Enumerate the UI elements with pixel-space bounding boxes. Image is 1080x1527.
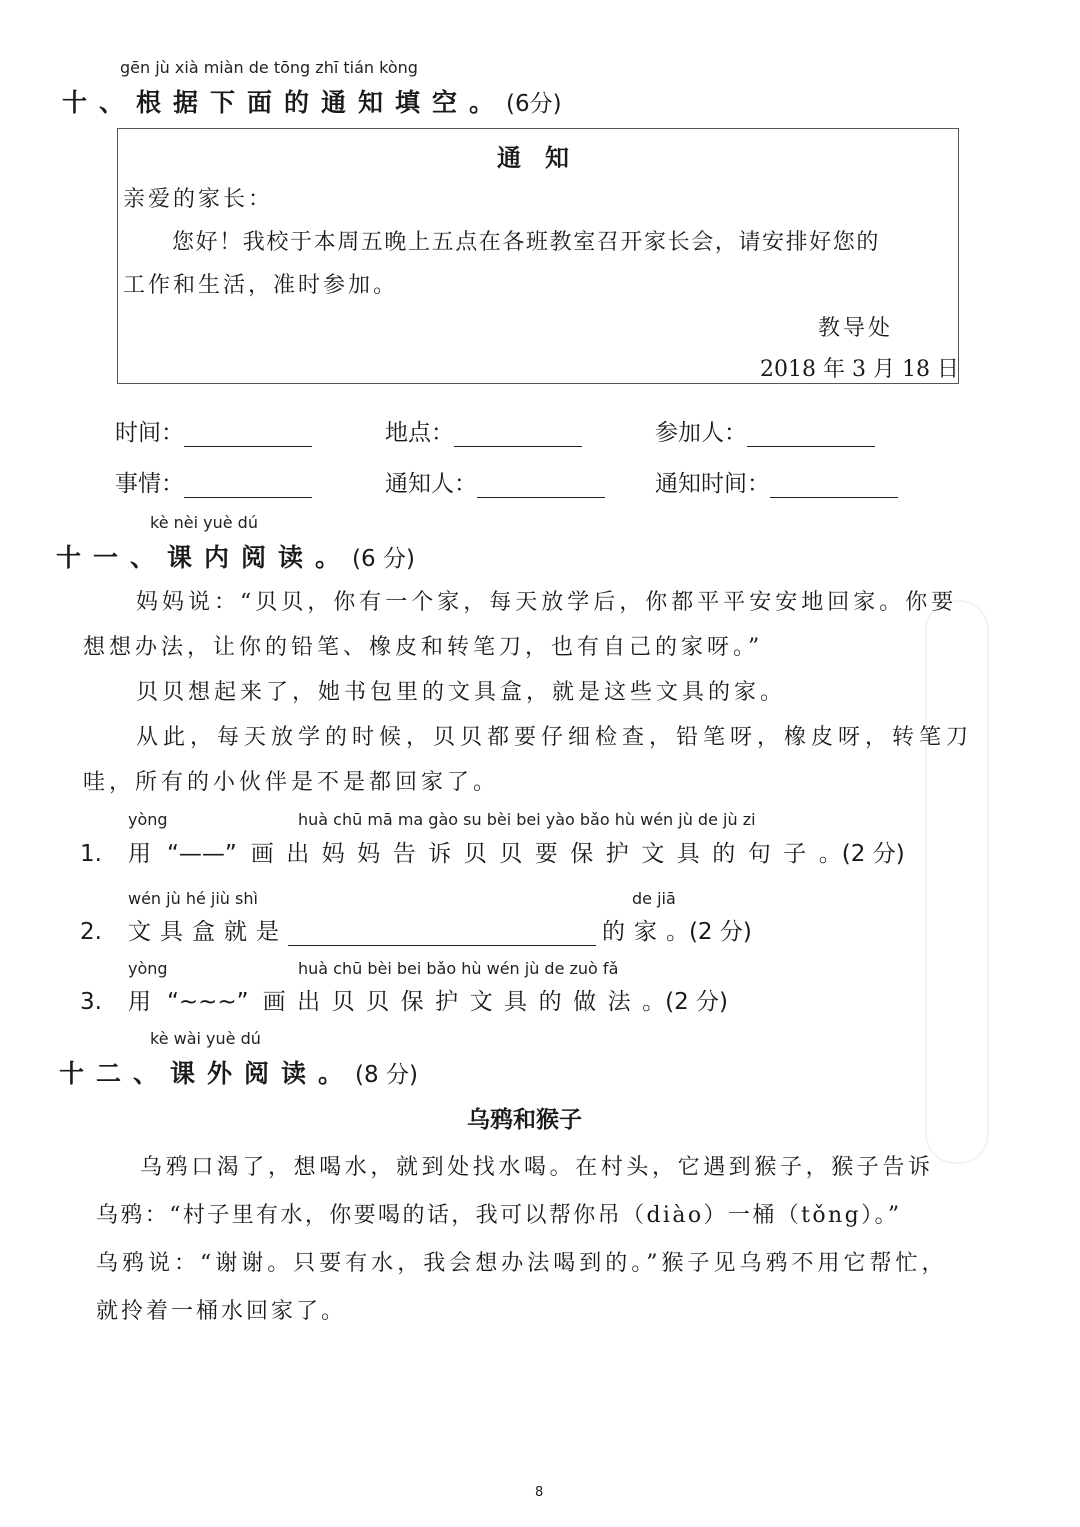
q2-text-b: 的家 [601, 919, 666, 945]
q3-mark: “~~~” [166, 989, 249, 1015]
s11-heading [56, 538, 415, 574]
q3-pinyin-b: huà chū bèi bei bǎo hù wén jù de zuò fǎ [298, 959, 619, 978]
notice-sender: 教导处 [818, 316, 894, 341]
s11-para2: 贝贝想起来了，她书包里的文具盒，就是这些文具的家。 [136, 680, 787, 705]
field-matter [115, 465, 312, 498]
q1-number: 1. [80, 841, 102, 867]
s10-pinyin: gēn jù xià miàn de tōng zhī tián kòng [120, 58, 418, 77]
s11-title: 课内阅读 [167, 543, 316, 572]
q1-pinyin-b: huà chū mā ma gào su bèi bei yào bǎo hù wén jù de jù zi [298, 810, 756, 829]
story-line1: 乌鸦口渴了，想喝水，就到处找水喝。在村头，它遇到猴子，猴子告诉 [140, 1155, 934, 1180]
s11-para3-line1: 从此，每天放学的时候，贝贝都要仔细检查，铅笔呀，橡皮呀，转笔刀 [136, 725, 974, 750]
s11-number: 十一、 [56, 543, 168, 572]
s11-para1-line1: 妈妈说：“贝贝，你有一个家，每天放学后，你都平平安安地回家。你要 [136, 590, 958, 615]
field-place-label: 地点： [385, 420, 454, 446]
field-place-blank[interactable] [454, 422, 582, 447]
q2-number: 2. [80, 919, 102, 945]
field-notifier [385, 465, 605, 498]
notice-title: 通 知 [497, 144, 569, 172]
story-line4: 就拎着一桶水回家了。 [96, 1299, 347, 1324]
field-notifier-blank[interactable] [477, 473, 605, 498]
field-time-blank[interactable] [184, 422, 312, 447]
q1-mark: “——” [166, 841, 237, 867]
s12-period: 。 [318, 1059, 356, 1088]
q1-word: 用 [127, 841, 163, 867]
field-matter-blank[interactable] [184, 473, 312, 498]
q2-end: 。(2 分) [665, 919, 752, 945]
q2-pinyin-b: de jiā [632, 889, 676, 908]
s10-number: 十、 [62, 88, 137, 117]
field-time [115, 414, 312, 447]
story-line3: 乌鸦说：“谢谢。只要有水，我会想办法喝到的。”猴子见乌鸦不用它帮忙， [96, 1251, 948, 1276]
watermark [925, 600, 989, 1164]
question-1 [80, 835, 905, 868]
field-notice-time-blank[interactable] [770, 473, 898, 498]
notice-date: 2018 年 3 月 18 日 [760, 357, 959, 382]
q1-pinyin-a: yòng [128, 810, 168, 829]
q3-number: 3. [80, 989, 102, 1015]
field-place [385, 414, 582, 447]
s12-score: (8 分) [355, 1062, 418, 1088]
s10-period: 。 [469, 88, 507, 117]
q3-end: 。(2 分) [642, 989, 728, 1015]
q1-text: 画出妈妈告诉贝贝要保护文具的句子 [250, 841, 819, 867]
field-notice-time [655, 465, 898, 498]
q3-text: 画出贝贝保护文具的做法 [262, 989, 643, 1015]
q2-text-a: 文具盒就是 [127, 919, 288, 945]
field-participants-blank[interactable] [747, 422, 875, 447]
s12-heading [59, 1054, 418, 1090]
field-participants-label: 参加人： [655, 420, 747, 446]
page-number: 8 [535, 1485, 544, 1500]
question-2 [80, 913, 752, 946]
field-participants [655, 414, 875, 447]
s12-title: 课外阅读 [170, 1059, 319, 1088]
field-notifier-label: 通知人： [385, 471, 477, 497]
s12-pinyin: kè wài yuè dú [150, 1029, 261, 1048]
field-notice-time-label: 通知时间： [655, 471, 770, 497]
notice-body-line2: 工作和生活，准时参加。 [123, 273, 399, 298]
story-line2: 乌鸦：“村子里有水，你要喝的话，我可以帮你吊（diào）一桶（tǒng）。” [96, 1203, 902, 1228]
s11-period: 。 [315, 543, 353, 572]
field-time-label: 时间： [115, 420, 184, 446]
s11-pinyin: kè nèi yuè dú [150, 513, 258, 532]
notice-greeting: 亲爱的家长： [123, 187, 274, 212]
q3-pinyin-a: yòng [128, 959, 168, 978]
s12-number: 十二、 [59, 1059, 171, 1088]
q2-blank[interactable] [288, 921, 596, 946]
q3-word: 用 [127, 989, 163, 1015]
s10-title: 根据下面的通知填空 [136, 88, 470, 117]
s10-heading [62, 83, 562, 119]
q2-pinyin-a: wén jù hé jiù shì [128, 889, 258, 908]
story-title: 乌鸦和猴子 [467, 1107, 582, 1133]
notice-body-line1: 您好！我校于本周五晚上五点在各班教室召开家长会，请安排好您的 [172, 230, 881, 255]
s11-para1-line2: 想想办法，让你的铅笔、橡皮和转笔刀，也有自己的家呀。” [83, 635, 764, 660]
s11-score: (6 分) [352, 546, 415, 572]
question-3 [80, 983, 728, 1016]
s10-score: (6分) [506, 91, 562, 117]
s11-para3-line2: 哇，所有的小伙伴是不是都回家了。 [83, 770, 500, 795]
q1-end: 。(2 分) [818, 841, 905, 867]
field-matter-label: 事情： [115, 471, 184, 497]
